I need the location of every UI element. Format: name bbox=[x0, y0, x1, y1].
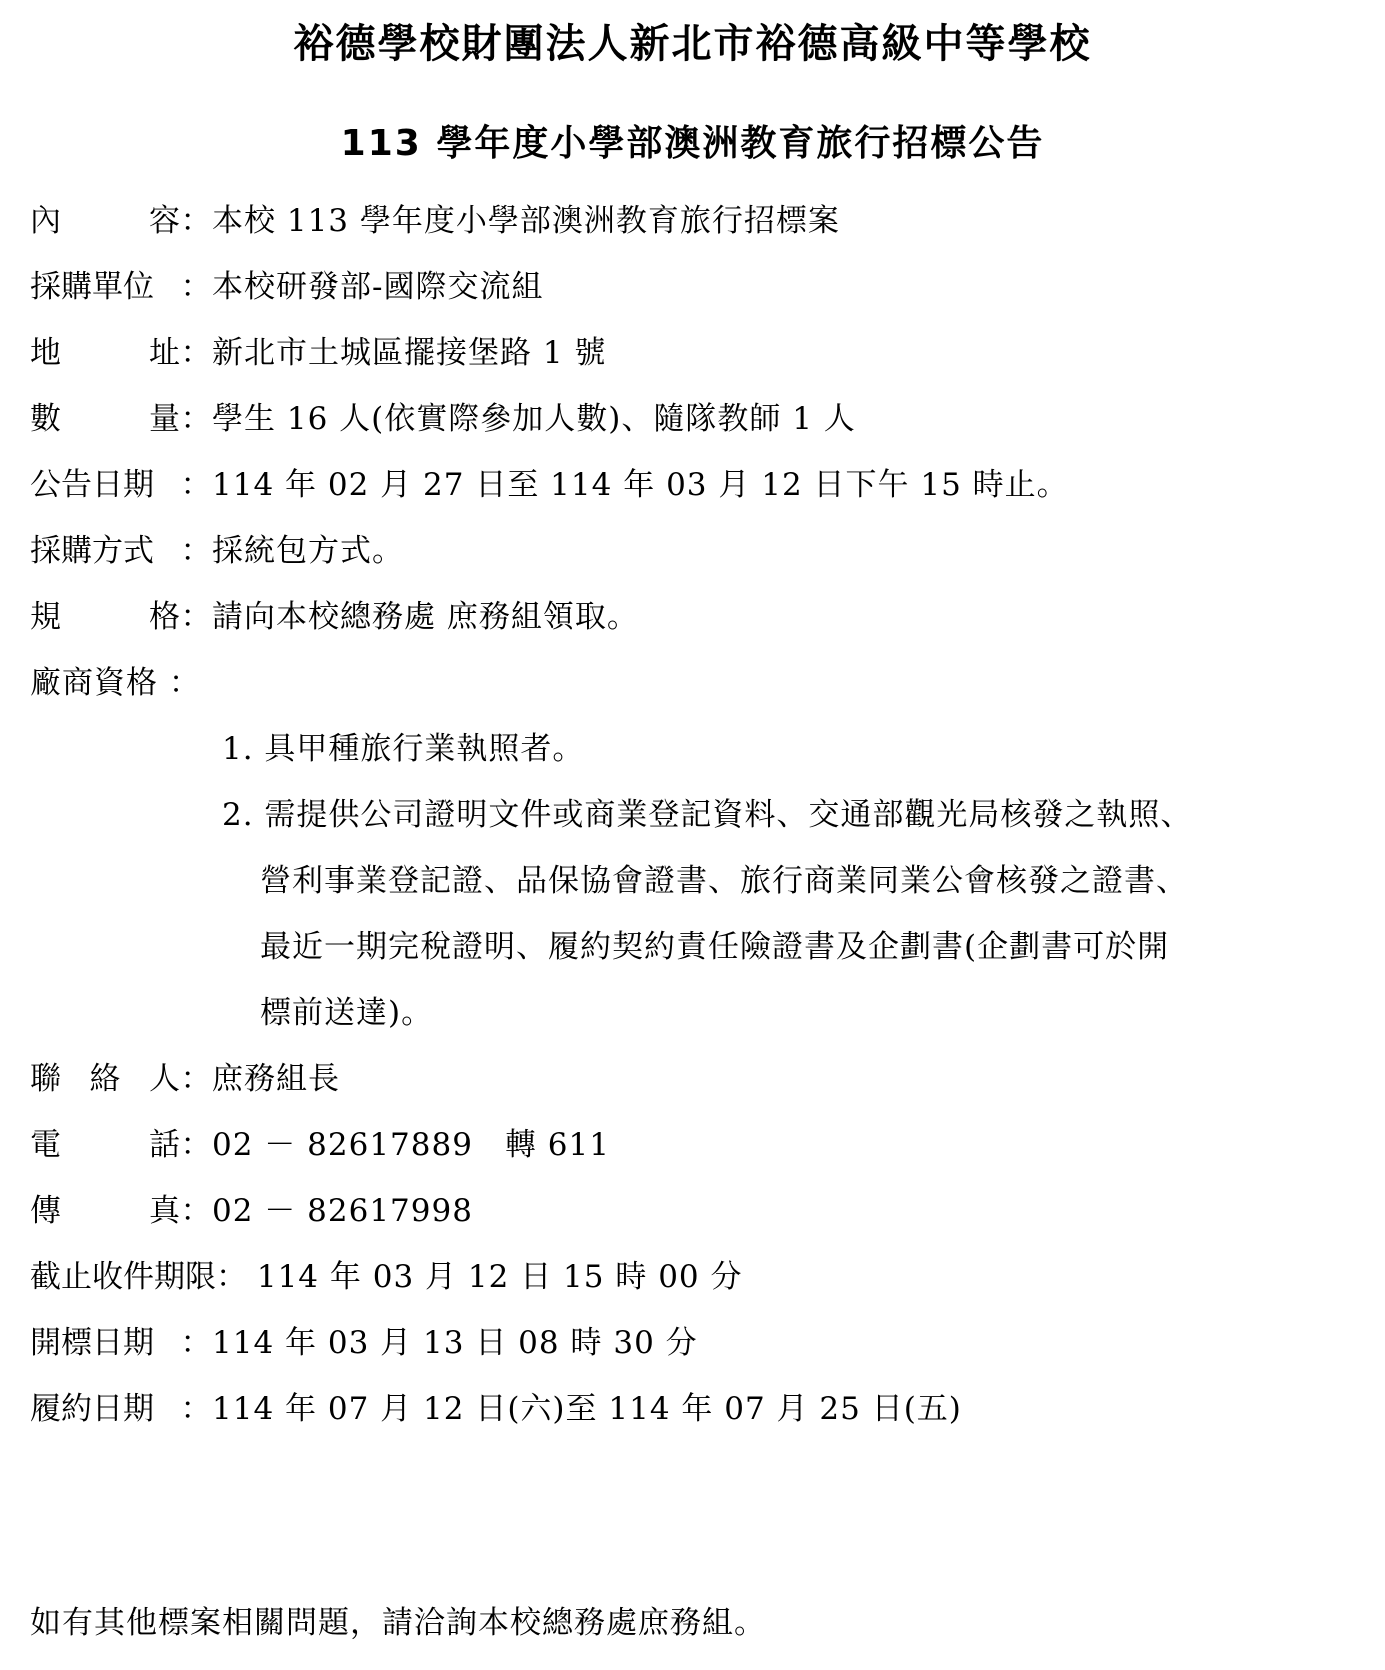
field-label: 採購方式 bbox=[30, 533, 154, 569]
field-fax: 傳 真 ：02 － 82617998 bbox=[30, 1186, 473, 1236]
field-label: 聯 絡 人 bbox=[30, 1061, 180, 1097]
field-value: 114 年 07 月 12 日(六)至 114 年 07 月 25 日(五) bbox=[212, 1391, 962, 1427]
field-opening-date: 開標日期 ：114 年 03 月 13 日 08 時 30 分 bbox=[30, 1318, 698, 1368]
qualification-item-2: 2. 需提供公司證明文件或商業登記資料、交通部觀光局核發之執照、 bbox=[222, 797, 1193, 833]
qualification-item-2-cont-3: 標前送達)。 bbox=[260, 995, 434, 1031]
field-spec: 規 格 ：請向本校總務處 庶務組領取。 bbox=[30, 592, 639, 642]
field-phone: 電 話 ：02 － 82617889 轉 611 bbox=[30, 1120, 610, 1170]
field-label: 地 址 bbox=[30, 335, 180, 371]
field-qualification-label: 廠商資格 ： bbox=[30, 665, 201, 701]
field-value: 本校 113 學年度小學部澳洲教育旅行招標案 bbox=[212, 203, 840, 239]
qualification-item-1: 1. 具甲種旅行業執照者。 bbox=[222, 731, 585, 767]
field-value: 學生 16 人(依實際參加人數)、隨隊教師 1 人 bbox=[212, 401, 856, 437]
field-contact: 聯 絡 人 ：庶務組長 bbox=[30, 1054, 340, 1104]
document-subtitle: 113 學年度小學部澳洲教育旅行招標公告 bbox=[340, 123, 1045, 164]
field-address: 地 址 ：新北市土城區擺接堡路 1 號 bbox=[30, 328, 606, 378]
field-label: 採購單位 bbox=[30, 269, 154, 305]
field-label: 公告日期 bbox=[30, 467, 154, 503]
field-method: 採購方式 ：採統包方式。 bbox=[30, 526, 404, 576]
field-value: 114 年 02 月 27 日至 114 年 03 月 12 日下午 15 時止。 bbox=[212, 467, 1069, 503]
field-value: 114 年 03 月 12 日 15 時 00 分 bbox=[256, 1259, 743, 1295]
field-value: 新北市土城區擺接堡路 1 號 bbox=[212, 335, 607, 371]
qualification-item-2-cont-1: 營利事業登記證、品保協會證書、旅行商業同業公會核發之證書、 bbox=[260, 863, 1188, 899]
document-title: 裕德學校財團法人新北市裕德高級中等學校 bbox=[293, 21, 1092, 67]
qualification-item-2-cont-2: 最近一期完稅證明、履約契約責任險證書及企劃書(企劃書可於開 bbox=[260, 929, 1170, 965]
field-value: 庶務組長 bbox=[212, 1061, 340, 1097]
field-announce-date: 公告日期 ：114 年 02 月 27 日至 114 年 03 月 12 日下午 15 時止。 bbox=[30, 460, 1069, 510]
field-value: 114 年 03 月 13 日 08 時 30 分 bbox=[212, 1325, 698, 1361]
field-content: 內 容 ：本校 113 學年度小學部澳洲教育旅行招標案 bbox=[30, 196, 840, 246]
field-value: 採統包方式。 bbox=[212, 533, 404, 569]
field-value: 請向本校總務處 庶務組領取。 bbox=[212, 599, 639, 635]
field-label: 規 格 bbox=[30, 599, 180, 635]
field-label: 電 話 bbox=[30, 1127, 180, 1163]
field-value: 02 － 82617889 轉 611 bbox=[212, 1127, 610, 1163]
field-performance-date: 履約日期 ：114 年 07 月 12 日(六)至 114 年 07 月 25 日(五) bbox=[30, 1384, 962, 1434]
field-label: 開標日期 bbox=[30, 1325, 154, 1361]
field-value: 02 － 82617998 bbox=[212, 1193, 473, 1229]
field-quantity: 數 量 ：學生 16 人(依實際參加人數)、隨隊教師 1 人 bbox=[30, 394, 856, 444]
field-deadline bbox=[30, 1252, 743, 1302]
field-unit: 採購單位 ：本校研發部-國際交流組 bbox=[30, 262, 543, 312]
footer-note: 如有其他標案相關問題，請洽詢本校總務處庶務組。 bbox=[30, 1605, 766, 1641]
field-value: 本校研發部-國際交流組 bbox=[212, 269, 544, 305]
field-label: 內 容 bbox=[30, 203, 180, 239]
field-label: 截止收件期限： bbox=[30, 1259, 247, 1295]
field-label: 履約日期 bbox=[30, 1391, 154, 1427]
field-label: 傳 真 bbox=[30, 1193, 180, 1229]
field-label: 數 量 bbox=[30, 401, 180, 437]
